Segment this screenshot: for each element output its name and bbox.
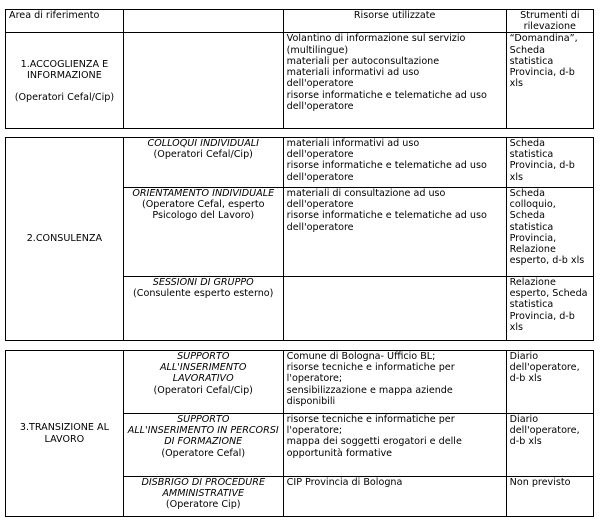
tools-orientamento: Scheda colloquio, Scheda statistica Provincia, Relazione esperto, d-b xls [506,188,593,277]
area-consulenza: 2.CONSULENZA [6,138,124,341]
header-row [6,10,594,33]
activity-blank [123,33,283,129]
resources-accoglienza: Volantino di informazione sul servizio (multilingue) materiali per autoconsultazione materiali informativi ad uso dell'operatore risorse informatiche e telematiche ad uso dell'operatore [283,33,506,129]
activity-inserimento-lavorativo: SUPPORTO ALL'INSERIMENTO LAVORATIVO (Operatori Cefal/Cip) [123,351,283,414]
tools-colloqui: Scheda statistica Provincia, d-b xls [506,138,593,188]
resources-sessioni [283,277,506,341]
activity-orientamento: ORIENTAMENTO INDIVIDUALE (Operatore Cefal, esperto Psicologo del Lavoro) [123,188,283,277]
resources-orientamento: materiali di consultazione ad uso dell'operatore risorse informatiche e telematiche ad uso dell'operatore [283,188,506,277]
row-inserimento-lavorativo [6,351,594,414]
activity-sessioni: SESSIONI DI GRUPPO (Consulente esperto esterno) [123,277,283,341]
table-transizione [5,350,594,517]
tools-sessioni: Relazione esperto, Scheda statistica Provincia, d-b xls [506,277,593,341]
area-accoglienza: 1.ACCOGLIENZA E INFORMAZIONE (Operatori Cefal/Cip) [6,33,124,129]
resources-inserimento-lavorativo: Comune di Bologna- Ufficio BL; risorse tecniche e informatiche per l'operatore; sensibilizzazione e mappa aziende disponibili [283,351,506,414]
activity-colloqui: COLLOQUI INDIVIDUALI (Operatori Cefal/Cip) [123,138,283,188]
tools-disbrigo: Non previsto [506,477,593,517]
tools-inserimento-formazione: Diario dell'operatore, d-b xls [506,414,593,477]
table-consulenza [5,137,594,341]
tools-inserimento-lavorativo: Diario dell'operatore, d-b xls [506,351,593,414]
header-tools: Strumenti di rilevazione [506,10,593,33]
row-colloqui [6,138,594,188]
row-accoglienza [6,33,594,129]
activity-inserimento-formazione: SUPPORTO ALL'INSERIMENTO IN PERCORSI DI FORMAZIONE (Operatore Cefal) [123,414,283,477]
resources-inserimento-formazione: risorse tecniche e informatiche per l'operatore; mappa dei soggetti erogatori e delle opportunità formative [283,414,506,477]
resources-disbrigo: CIP Provincia di Bologna [283,477,506,517]
tools-accoglienza: “Domandina”, Scheda statistica Provincia, d-b xls [506,33,593,129]
activity-disbrigo: DISBRIGO DI PROCEDURE AMMINISTRATIVE (Operatore Cip) [123,477,283,517]
resources-colloqui: materiali informativi ad uso dell'operatore risorse informatiche e telematiche ad uso dell'operatore [283,138,506,188]
header-area: Area di riferimento [6,10,124,33]
header-resources: Risorse utilizzate [283,10,506,33]
area-transizione: 3.TRANSIZIONE AL LAVORO [6,351,124,517]
table-accoglienza [5,9,594,129]
header-blank [123,10,283,33]
